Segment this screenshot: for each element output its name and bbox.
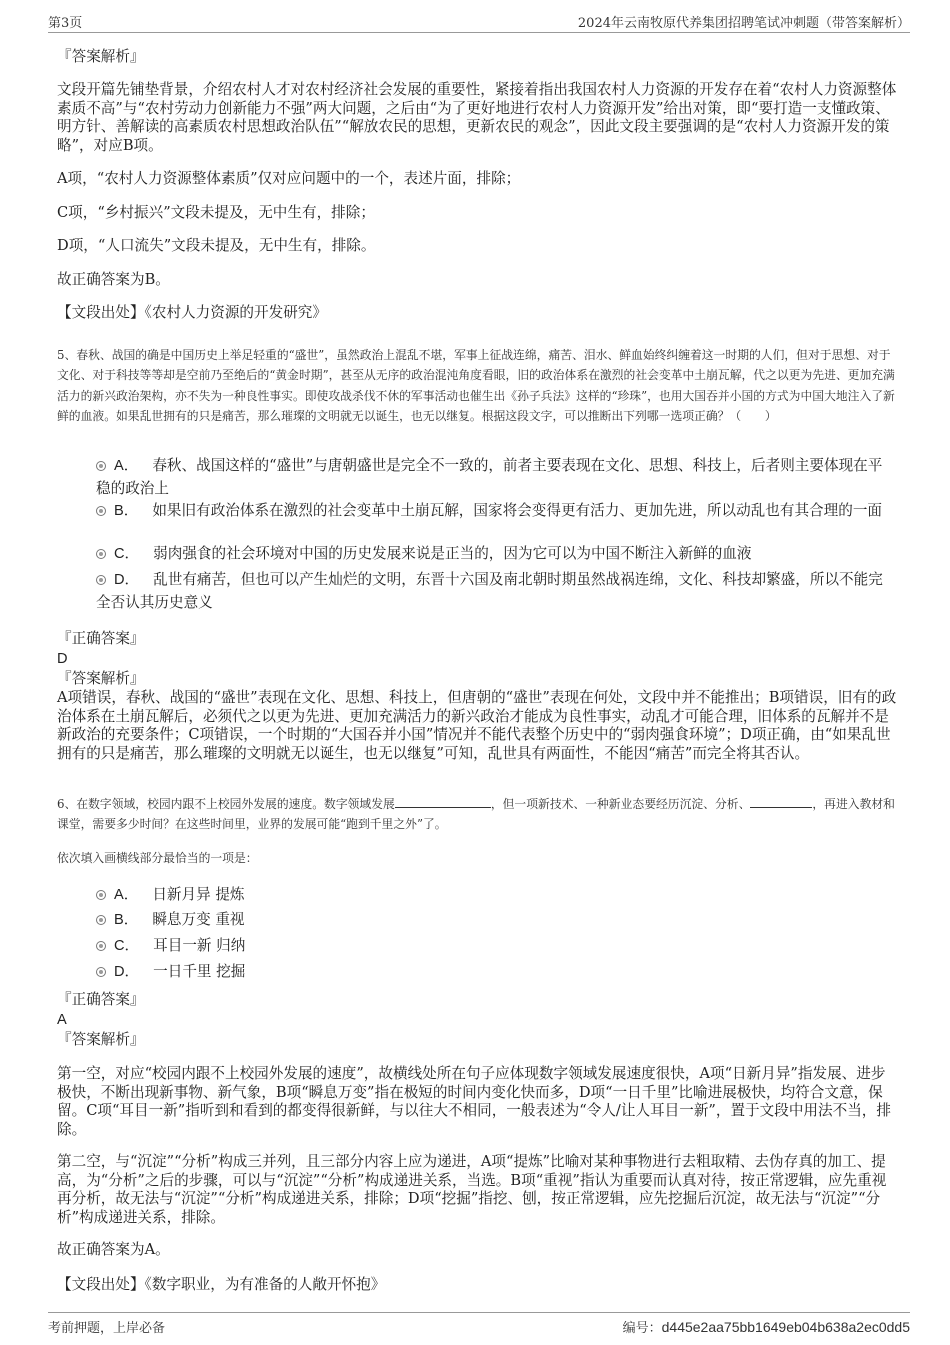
option-text: 春秋、战国这样的“盛世”与唐朝盛世是完全不一致的，前者主要表现在文化、思想、科技上，后者则主要体现在平稳的政治上: [96, 457, 883, 497]
q5-option-c[interactable]: [96, 543, 896, 566]
q6-option-a[interactable]: [96, 884, 896, 907]
option-key: A．: [114, 887, 139, 903]
q4-analysis-text: 文段开篇先铺垫背景，介绍农村人才对农村经济社会发展的重要性，紧接着指出我国农村人力资源的开发存在着“农村人力资源整体素质不高”与“农村劳动力创新能力不强”两大问题，之后由“为了更好地进行农村人力资源开发”给出对策，即“要打造一支懂政策、明方针、善解读的高素质农村思想政治队伍”“解放农民的思想，更新农民的观念”，因此文段主要强调的是“农村人力资源开发的策略”，对应B项。: [57, 81, 897, 154]
radio-icon[interactable]: [96, 915, 106, 925]
q4-analysis-tag: 『答案解析』: [57, 48, 145, 65]
footer-slogan: 考前押题，上岸必备: [48, 1321, 166, 1336]
q6-stem-part2: ，但一项新技术、一种新业态要经历沉淀、分析、: [490, 797, 751, 811]
q6-prompt: 依次填入画横线部分最恰当的一项是：: [57, 851, 258, 865]
option-key: C．: [114, 546, 140, 562]
q4-item-c: C项，“乡村振兴”文段未提及，无中生有，排除；: [57, 204, 375, 221]
q6-option-c[interactable]: [96, 935, 896, 958]
option-text: 日新月异 提炼: [152, 886, 245, 903]
q5-option-b[interactable]: [96, 500, 896, 523]
q6-option-b[interactable]: [96, 909, 896, 932]
q5-stem: 5、春秋、战国的确是中国历史上举足轻重的“盛世”，虽然政治上混乱不堪，军事上征战连绵，痛苦、泪水、鲜血始终纠缠着这一时期的人们，但对于思想、对于文化、对于科技等等却是空前乃至绝后的“黄金时期”，甚至从无序的政治混沌角度看眼，旧的政治体系在激烈的社会变革中土崩瓦解，代之以更为先进、更加充满活力的新兴政治架构，亦不失为一种良性事实。即使攻战杀伐不休的军事活动也催生出《孙子兵法》这样的“珍珠”，也用大国吞并小国的方式为中国大地注入了新鲜的血液。如果乱世拥有的只是痛苦，那么璀璨的文明就无以诞生，也无以继复。根据这段文字，可以推断出下列哪一选项正确？（ ）: [57, 348, 895, 424]
q6-analysis-para1: 第一空，对应“校园内跟不上校园外发展的速度”，故横线处所在句子应体现数字领域发展速度很快，A项“日新月异”指发展、进步极快，不断出现新事物、新气象，B项“瞬息万变”指在极短的时间内变化快而多，D项“一日千里”比喻进展极快，均符合文意，保留。C项“耳目一新”指听到和看到的都变得很新鲜，与以往大不相同，一般表述为“令人/让人耳目一新”，置于文段中用法不当，排除。: [57, 1065, 891, 1138]
q5-analysis: A项错误，春秋、战国的“盛世”表现在文化、思想、科技上，但唐朝的“盛世”表现在何处，文段中并不能推出；B项错误，旧有的政治体系在土崩瓦解后，必须代之以更为先进、更加充满活力的新兴政治才能成为良性事实，动乱才可能合理，旧体系的瓦解并不是新政治的充要条件；C项错误，一个时期的“大国吞并小国”情况并不能代表整个历史中的“弱肉强食环境”；D项正确，由“如果乱世拥有的只是痛苦，那么璀璨的文明就无以诞生，也无以继复”可知，乱世具有两面性，不能因“痛苦”而完全将其否认。: [57, 689, 897, 762]
radio-icon[interactable]: [96, 941, 106, 951]
blank-1[interactable]: [395, 795, 491, 808]
option-text: 一日千里 挖掘: [153, 963, 246, 980]
option-key: A．: [114, 458, 139, 474]
q6-answer: A: [57, 1012, 67, 1028]
q6-stem-part3: ，再进入教材和课堂，需要多少时间？在这些时间里，业界的发展可能“跑到千里之外”了。: [57, 797, 895, 832]
radio-icon[interactable]: [96, 506, 106, 516]
page-footer: [48, 1312, 910, 1336]
blank-2[interactable]: [750, 795, 812, 808]
option-text: 弱肉强食的社会环境对中国的历史发展来说是正当的，因为它可以为中国不断注入新鲜的血液: [153, 545, 752, 562]
q6-stem-part1: 6、在数字领域，校园内跟不上校园外发展的速度。数字领域发展: [57, 797, 395, 811]
option-text: 耳目一新 归纳: [153, 937, 246, 954]
q4-item-a: A项，“农村人力资源整体素质”仅对应问题中的一个，表述片面，排除；: [57, 170, 521, 187]
q5-option-a[interactable]: [96, 455, 896, 501]
document-title: 2024年云南牧原代养集团招聘笔试冲刺题（带答案解析）: [577, 16, 910, 31]
radio-icon[interactable]: [96, 549, 106, 559]
option-text: 如果旧有政治体系在激烈的社会变革中土崩瓦解，国家将会变得更有活力、更加先进，所以动乱也有其合理的一面: [152, 502, 883, 519]
q5-answer: D: [57, 651, 68, 667]
option-key: B．: [114, 912, 139, 928]
option-key: D．: [114, 572, 140, 588]
code-label: 编号：: [622, 1321, 662, 1336]
radio-icon[interactable]: [96, 461, 106, 471]
q4-source: 【文段出处】《农村人力资源的开发研究》: [57, 304, 327, 321]
option-text: 瞬息万变 重视: [152, 911, 245, 928]
option-key: D．: [114, 964, 140, 980]
code-value: d445e2aa75bb1649eb04b638a2ec0dd5: [661, 1319, 910, 1335]
q6-analysis-para2: 第二空，与“沉淀”“分析”构成三并列，且三部分内容上应为递进，A项“提炼”比喻对某种事物进行去粗取精、去伪存真的加工、提高，为“分析”之后的步骤，可以与“沉淀”“分析”构成递进关系，当选。B项“重视”指认为重要而认真对待，按正常逻辑，应先重视再分析，故无法与“沉淀”“分析”构成递进关系，排除；D项“挖掘”指挖、刨，按正常逻辑，应先挖掘后沉淀，故无法与“沉淀”“分析”构成递进关系，排除。: [57, 1153, 887, 1226]
radio-icon[interactable]: [96, 575, 106, 585]
q6-conclusion: 故正确答案为A。: [57, 1241, 170, 1258]
q4-item-d: D项，“人口流失”文段未提及，无中生有，排除。: [57, 237, 376, 254]
q6-answer-tag: 『正确答案』: [57, 991, 145, 1008]
q6-stem: [57, 794, 897, 835]
q5-answer-tag: 『正确答案』: [57, 630, 145, 647]
option-key: C．: [114, 938, 140, 954]
radio-icon[interactable]: [96, 890, 106, 900]
q5-option-d[interactable]: [96, 569, 896, 615]
page-number: 第3页: [48, 16, 83, 31]
q6-analysis-tag: 『答案解析』: [57, 1031, 145, 1048]
page-header: [48, 12, 910, 33]
q4-conclusion: 故正确答案为B。: [57, 271, 170, 288]
q6-option-d[interactable]: [96, 961, 896, 984]
q6-source: 【文段出处】《数字职业，为有准备的人敞开怀抱》: [57, 1276, 386, 1293]
radio-icon[interactable]: [96, 967, 106, 977]
option-text: 乱世有痛苦，但也可以产生灿烂的文明，东晋十六国及南北朝时期虽然战祸连绵，文化、科技却繁盛，所以不能完全否认其历史意义: [96, 571, 883, 611]
q5-analysis-tag: 『答案解析』: [57, 670, 145, 687]
option-key: B．: [114, 503, 139, 519]
document-code: [623, 1317, 910, 1336]
